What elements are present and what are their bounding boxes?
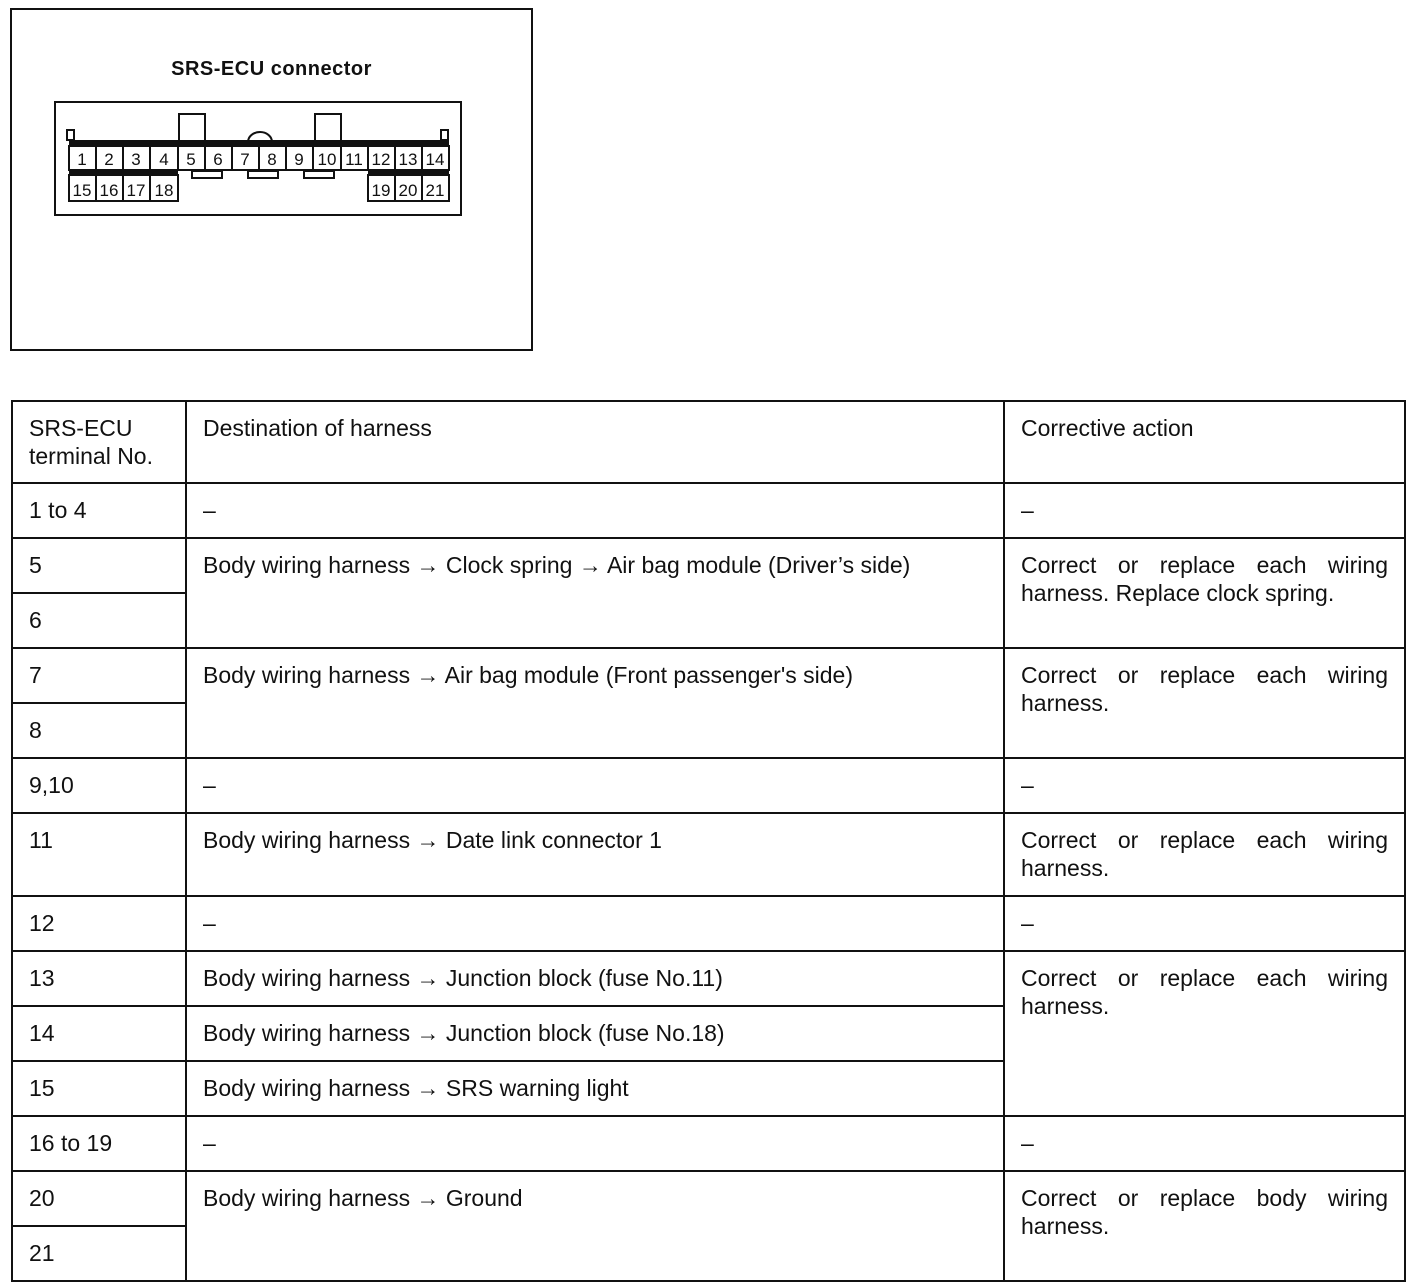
pin-label-7: 7 (240, 150, 250, 169)
table-row (12, 951, 1405, 1006)
header-action: Corrective action (1004, 401, 1405, 483)
table-row (12, 648, 1405, 703)
pin-label-6: 6 (213, 150, 223, 169)
pin-label-21: 21 (425, 181, 445, 200)
destination-cell: – (186, 896, 1004, 951)
action-cell: Correct or replace body wiring harness. (1004, 1171, 1405, 1281)
terminal-cell: 16 to 19 (12, 1116, 186, 1171)
pin-label-3: 3 (131, 150, 141, 169)
pin-label-18: 18 (154, 181, 174, 200)
pin-label-5: 5 (186, 150, 196, 169)
destination-cell: – (186, 1116, 1004, 1171)
destination-cell: Body wiring harness → Date link connector 1 (186, 813, 1004, 896)
latch-slot-3 (304, 171, 334, 178)
table-header-row (12, 401, 1405, 483)
terminal-cell: 15 (12, 1061, 186, 1116)
table-row (12, 813, 1405, 896)
pin-label-11: 11 (345, 150, 363, 169)
side-peg-left (67, 130, 74, 140)
table-row (12, 896, 1405, 951)
pin-label-16: 16 (99, 181, 119, 200)
terminal-cell: 8 (12, 703, 186, 758)
terminal-cell: 20 (12, 1171, 186, 1226)
terminal-cell: 7 (12, 648, 186, 703)
connector-title: SRS-ECU connector (171, 58, 372, 80)
destination-cell: Body wiring harness → Clock spring → Air bag module (Driver’s side) (186, 538, 1004, 648)
pin-label-19: 19 (371, 181, 391, 200)
pin-label-12: 12 (371, 150, 391, 169)
table-row (12, 758, 1405, 813)
pin-label-8: 8 (267, 150, 277, 169)
table-row (12, 1116, 1405, 1171)
action-cell: – (1004, 1116, 1405, 1171)
terminal-cell: 5 (12, 538, 186, 593)
pin-label-17: 17 (126, 181, 146, 200)
table-row (12, 1171, 1405, 1226)
header-destination: Destination of harness (186, 401, 1004, 483)
pin-label-1: 1 (77, 150, 87, 169)
terminal-cell: 1 to 4 (12, 483, 186, 538)
pin-label-10: 10 (317, 150, 337, 169)
terminal-cell: 9,10 (12, 758, 186, 813)
terminal-cell: 21 (12, 1226, 186, 1281)
action-cell: Correct or replace each wiring harness. Replace clock spring. (1004, 538, 1405, 648)
terminal-cell: 14 (12, 1006, 186, 1061)
pin-label-4: 4 (159, 150, 169, 169)
destination-cell: – (186, 758, 1004, 813)
action-cell: – (1004, 483, 1405, 538)
action-cell: Correct or replace each wiring harness. (1004, 951, 1405, 1116)
terminal-cell: 13 (12, 951, 186, 1006)
terminal-cell: 6 (12, 593, 186, 648)
action-cell: – (1004, 758, 1405, 813)
pin-label-15: 15 (72, 181, 92, 200)
latch-slot-1 (192, 171, 222, 178)
terminal-cell: 11 (12, 813, 186, 896)
destination-cell: Body wiring harness → Junction block (fuse No.18) (186, 1006, 1004, 1061)
destination-cell: – (186, 483, 1004, 538)
table-row (12, 538, 1405, 593)
destination-cell: Body wiring harness → Air bag module (Front passenger's side) (186, 648, 1004, 758)
destination-cell: Body wiring harness → Ground (186, 1171, 1004, 1281)
action-cell: – (1004, 896, 1405, 951)
table-row (12, 483, 1405, 538)
side-peg-right (441, 130, 448, 140)
latch-slot-2 (248, 171, 278, 178)
pin-label-20: 20 (398, 181, 418, 200)
terminal-table (11, 400, 1406, 1282)
terminal-cell: 12 (12, 896, 186, 951)
action-cell: Correct or replace each wiring harness. (1004, 813, 1405, 896)
pin-label-9: 9 (294, 150, 304, 169)
destination-cell: Body wiring harness → Junction block (fuse No.11) (186, 951, 1004, 1006)
pin-label-13: 13 (398, 150, 418, 169)
connector-drawing (12, 10, 535, 353)
pin-label-2: 2 (104, 150, 114, 169)
top-pin-row (69, 146, 449, 170)
header-terminal: SRS-ECU terminal No. (12, 401, 186, 483)
action-cell: Correct or replace each wiring harness. (1004, 648, 1405, 758)
destination-cell: Body wiring harness → SRS warning light (186, 1061, 1004, 1116)
pin-label-14: 14 (425, 150, 445, 169)
connector-diagram (10, 8, 533, 351)
